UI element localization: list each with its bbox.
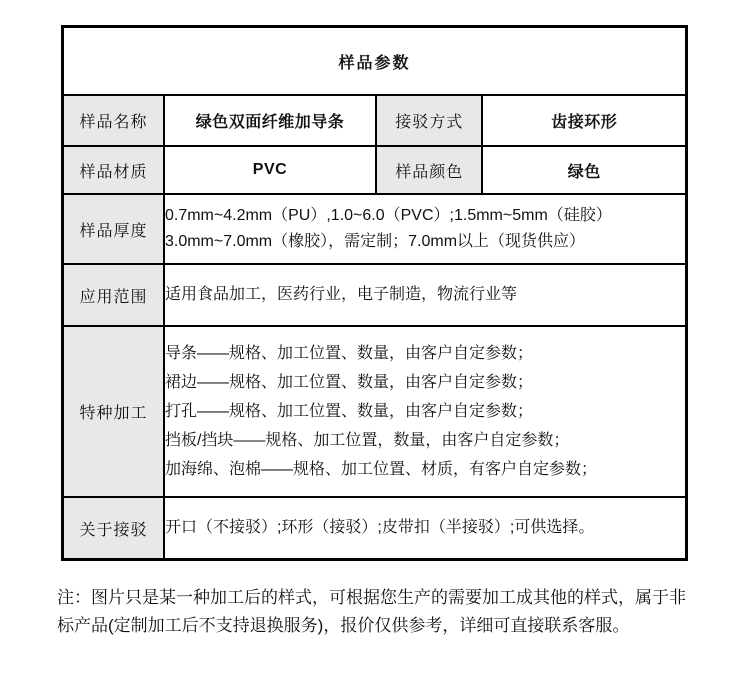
row-material — [63, 146, 687, 194]
value-special-processing — [164, 326, 687, 497]
label-sample-name: 样品名称 — [63, 95, 164, 146]
label-application: 应用范围 — [63, 264, 164, 326]
special-line-baffle: 挡板/挡块——规格、加工位置，数量，由客户自定参数； — [164, 432, 570, 449]
label-special-processing: 特种加工 — [63, 326, 164, 497]
value-thickness — [164, 194, 687, 264]
row-special-processing — [63, 326, 687, 497]
label-color: 样品颜色 — [376, 146, 483, 194]
special-line-sponge-foam: 加海绵、泡棉——规格、加工位置、材质，有客户自定参数； — [164, 461, 597, 478]
row-about-joint — [63, 497, 687, 560]
row-application — [63, 264, 687, 326]
thickness-line-2: 3.0mm~7.0mm（橡胶），需定制；7.0mm以上（现货供应） — [164, 233, 586, 250]
label-joint-method: 接驳方式 — [376, 95, 483, 146]
label-thickness: 样品厚度 — [63, 194, 164, 264]
value-material: PVC — [164, 146, 376, 194]
special-line-skirt: 裙边——规格、加工位置、数量，由客户自定参数； — [164, 374, 533, 391]
title-row — [63, 27, 687, 96]
value-sample-name: 绿色双面纤维加导条 — [164, 95, 376, 146]
value-application: 适用食品加工，医药行业，电子制造，物流行业等 — [164, 264, 687, 326]
thickness-line-1: 0.7mm~4.2mm（PU）,1.0~6.0（PVC）;1.5mm~5mm（硅胶） — [164, 207, 612, 224]
footnote: 注：图片只是某一种加工后的样式，可根据您生产的需要加工成其他的样式，属于非标产品(定制加工后不支持退换服务)，报价仅供参考，详细可直接联系客服。 — [57, 588, 686, 635]
special-line-punching: 打孔——规格、加工位置、数量，由客户自定参数； — [164, 403, 533, 420]
row-thickness — [63, 194, 687, 264]
value-color: 绿色 — [482, 146, 686, 194]
table-title: 样品参数 — [63, 27, 687, 96]
spec-table — [61, 25, 688, 561]
value-about-joint: 开口（不接驳）;环形（接驳）;皮带扣（半接驳）;可供选择。 — [164, 497, 687, 560]
row-sample-name — [63, 95, 687, 146]
label-about-joint: 关于接驳 — [63, 497, 164, 560]
value-joint-method: 齿接环形 — [482, 95, 686, 146]
special-line-guide-strip: 导条——规格、加工位置、数量，由客户自定参数； — [164, 345, 533, 362]
label-material: 样品材质 — [63, 146, 164, 194]
